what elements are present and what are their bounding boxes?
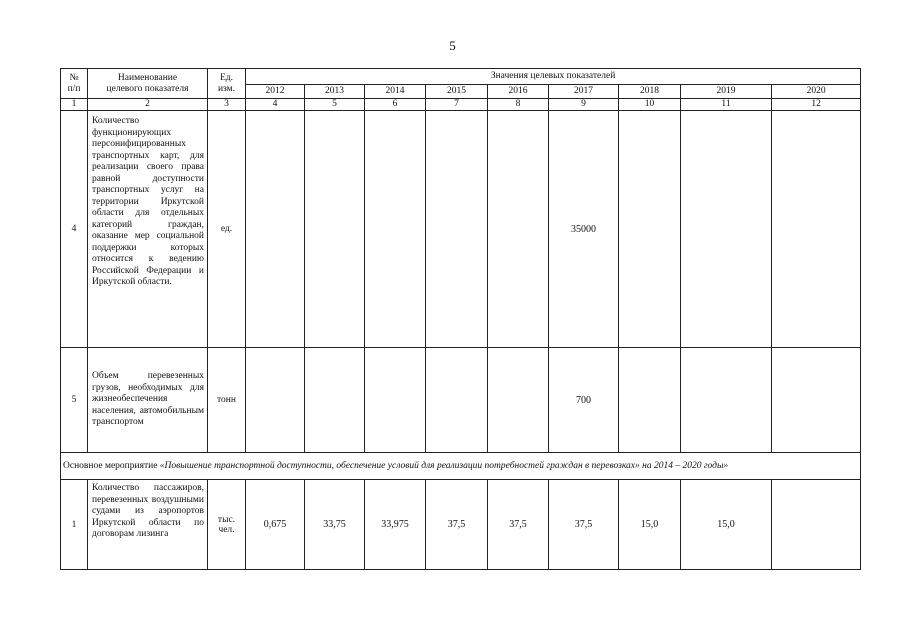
value-cell: 15,0 xyxy=(681,480,772,570)
table-row xyxy=(61,348,861,453)
indicator-name: Количество функционирующих персонифицированных транспортных карт, для реализации своего права равной доступности транспортных услуг на территории Иркутской области для отдельных категорий граждан, оказание мер социальной поддержки которых относится к ведению Российской Федерации и Иркутской области. xyxy=(88,111,208,348)
value-cell xyxy=(619,111,681,348)
indicator-unit: ед. xyxy=(208,111,246,348)
column-number: 9 xyxy=(549,99,619,111)
value-cell xyxy=(488,348,549,453)
value-cell: 0,675 xyxy=(246,480,305,570)
value-cell xyxy=(772,348,861,453)
value-cell: 35000 xyxy=(549,111,619,348)
header-values-title: Значения целевых показателей xyxy=(246,69,861,85)
column-number: 11 xyxy=(681,99,772,111)
value-cell xyxy=(681,111,772,348)
column-number: 1 xyxy=(61,99,88,111)
section-prefix: Основное мероприятие xyxy=(63,461,160,471)
year-cell: 2014 xyxy=(365,85,426,99)
value-cell xyxy=(426,348,488,453)
value-cell xyxy=(365,111,426,348)
table-row xyxy=(61,480,861,570)
value-cell: 37,5 xyxy=(426,480,488,570)
indicators-table xyxy=(60,68,861,570)
value-cell xyxy=(619,348,681,453)
year-cell: 2015 xyxy=(426,85,488,99)
column-number: 10 xyxy=(619,99,681,111)
header-name: Наименование целевого показателя xyxy=(88,69,208,99)
year-cell: 2017 xyxy=(549,85,619,99)
year-cell: 2019 xyxy=(681,85,772,99)
value-cell xyxy=(305,111,365,348)
year-cell: 2018 xyxy=(619,85,681,99)
indicator-unit: тыс. чел. xyxy=(208,480,246,570)
value-cell xyxy=(772,480,861,570)
value-cell xyxy=(246,348,305,453)
value-cell xyxy=(772,111,861,348)
row-number: 5 xyxy=(61,348,88,453)
value-cell: 37,5 xyxy=(549,480,619,570)
value-cell: 37,5 xyxy=(488,480,549,570)
row-number: 4 xyxy=(61,111,88,348)
section-row xyxy=(61,453,861,480)
column-number: 6 xyxy=(365,99,426,111)
column-number: 4 xyxy=(246,99,305,111)
value-cell xyxy=(365,348,426,453)
year-cell: 2020 xyxy=(772,85,861,99)
header-num: № п/п xyxy=(61,69,88,99)
column-number: 7 xyxy=(426,99,488,111)
year-cell: 2016 xyxy=(488,85,549,99)
year-cell: 2013 xyxy=(305,85,365,99)
column-number-row xyxy=(61,99,861,111)
header-unit: Ед. изм. xyxy=(208,69,246,99)
column-number: 3 xyxy=(208,99,246,111)
row-number: 1 xyxy=(61,480,88,570)
value-cell: 700 xyxy=(549,348,619,453)
value-cell xyxy=(305,348,365,453)
indicator-unit: тонн xyxy=(208,348,246,453)
value-cell: 15,0 xyxy=(619,480,681,570)
year-cell: 2012 xyxy=(246,85,305,99)
table-row xyxy=(61,111,861,348)
value-cell xyxy=(488,111,549,348)
column-number: 12 xyxy=(772,99,861,111)
column-number: 5 xyxy=(305,99,365,111)
value-cell xyxy=(246,111,305,348)
section-title xyxy=(61,453,861,480)
value-cell xyxy=(426,111,488,348)
value-cell xyxy=(681,348,772,453)
page-number: 5 xyxy=(449,38,456,53)
column-number: 8 xyxy=(488,99,549,111)
indicator-name: Количество пассажиров, перевезенных воздушными судами из аэропортов Иркутской области по договорам лизинга xyxy=(88,480,208,570)
indicator-name: Объем перевезенных грузов, необходимых для жизнеобеспечения населения, автомобильным транспортом xyxy=(88,348,208,453)
value-cell: 33,975 xyxy=(365,480,426,570)
value-cell: 33,75 xyxy=(305,480,365,570)
column-number: 2 xyxy=(88,99,208,111)
section-name: «Повышение транспортной доступности, обеспечение условий для реализации потребностей граждан в перевозках» на 2014 – 2020 годы» xyxy=(159,461,729,471)
